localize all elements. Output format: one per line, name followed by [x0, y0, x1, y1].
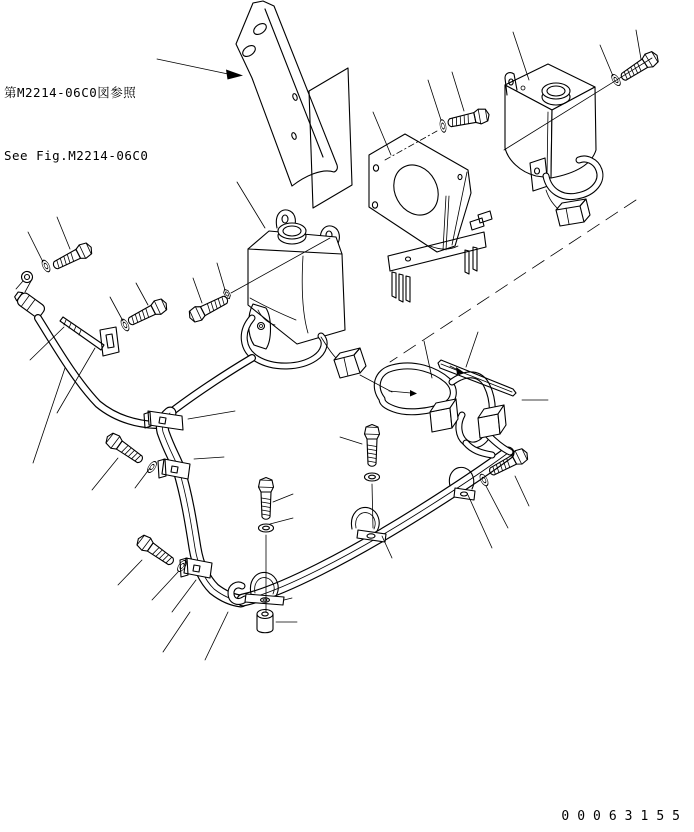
right-washer-tank	[505, 64, 600, 226]
washer	[40, 259, 51, 273]
hex-bolt	[447, 107, 491, 130]
hex-nut	[222, 288, 231, 300]
clamp-block	[430, 399, 458, 432]
hose-connector	[12, 289, 46, 319]
hex-bolt	[259, 478, 274, 520]
hex-bolt	[365, 425, 380, 467]
clamp-plate	[100, 327, 119, 356]
left-tank-connector	[321, 337, 366, 378]
band-clamp	[158, 459, 190, 479]
coiled-hose-assembly	[377, 360, 516, 455]
washer	[146, 460, 158, 474]
top-bracket	[236, 1, 337, 186]
clamp-screw	[60, 317, 119, 356]
hex-bolt	[51, 241, 95, 273]
washer	[439, 119, 447, 133]
flow-arrow	[389, 390, 417, 397]
figure-reference-en: See Fig.M2214-06C0	[4, 148, 149, 163]
hex-bolt	[103, 431, 146, 467]
clamp-block	[478, 405, 506, 438]
spacer	[257, 610, 273, 633]
center-mount-fasteners	[257, 478, 274, 633]
hex-bolt	[126, 297, 170, 329]
saddle-clamp	[351, 507, 386, 542]
descending-hose-run	[144, 358, 252, 601]
left-washer-tank	[244, 210, 366, 378]
hex-bolt	[618, 49, 661, 84]
flat-washer	[259, 524, 274, 532]
figure-reference-jp: 第M2214-06C0図参照	[4, 85, 137, 100]
hex-bolt	[186, 292, 230, 324]
left-hose-assembly	[12, 269, 156, 425]
reference-arrow	[157, 59, 243, 80]
hex-bolt	[134, 533, 177, 569]
left-tank-fasteners	[40, 241, 231, 332]
flat-washer	[365, 473, 380, 481]
eyelet-terminal	[16, 269, 35, 292]
drawing-number: 00063155	[561, 809, 688, 824]
